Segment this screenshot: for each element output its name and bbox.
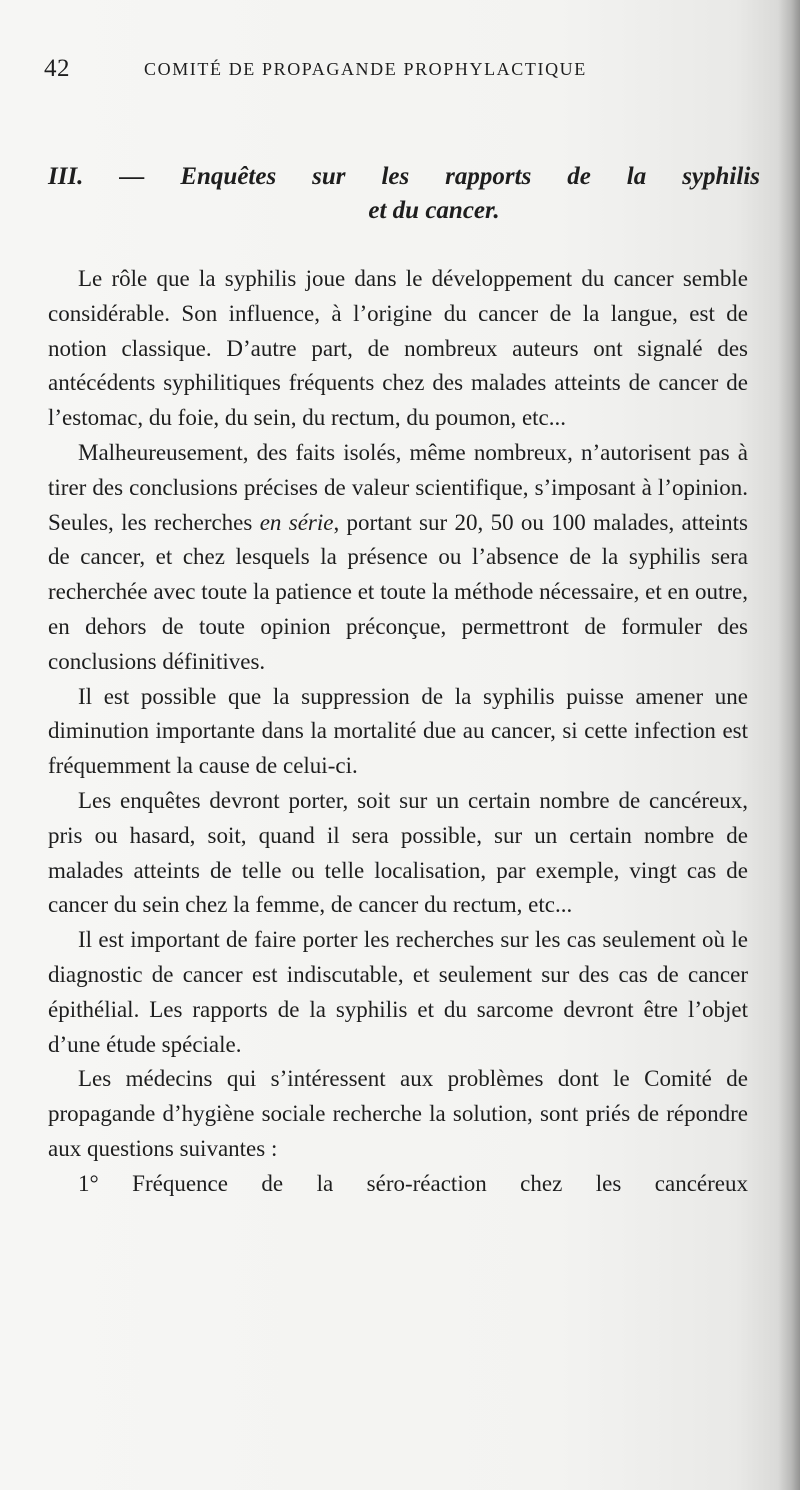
paragraph-diagnostic: Il est important de faire porter les recherches sur les cas seulement où le diagnostic de cancer est indiscutable, et seulement sur des cas de cancer épithélial. Les rapports de la syphilis et du sarcome devront être l’objet d’une étude spéciale. (48, 927, 748, 1057)
question-item-1: 1° Fréquence de la séro-réaction chez les cancéreux (78, 1170, 748, 1196)
section-title-line-1: III. — Enquêtes sur les rapports de la syphilis (48, 163, 760, 190)
section-title-line-2: et du cancer. (368, 197, 500, 224)
section-title (48, 160, 760, 228)
paragraph-questions-intro: Les médecins qui s’intéressent aux problèmes dont le Comité de propagande d’hygiène sociale recherche la solution, sont priés de répondre aux questions suivantes : (48, 1066, 748, 1161)
body-text (48, 262, 748, 1202)
emphasis-en-serie: en série (259, 509, 334, 535)
paragraph-serial-research-start: Malheureusement, des faits isolés, même nombreux, n’autorisent pas à tirer des conclusions précises de valeur scientifique, s’imposant à l’opinion. Seules, les recherches (48, 439, 748, 535)
page-header (44, 55, 744, 91)
paragraph-serial-research (48, 436, 748, 680)
paragraph-enquetes: Les enquêtes devront porter, soit sur un certain nombre de cancéreux, pris ou hasard, soit, quand il sera possible, sur un certain nombre de malades atteints de telle ou telle localisation, par exemple, vingt cas de cancer du sein chez la femme, de cancer du rectum, etc... (48, 787, 748, 918)
running-head: COMITÉ DE PROPAGANDE PROPHYLACTIQUE (144, 59, 587, 79)
page-edge-shadow (778, 0, 800, 1490)
paragraph-syphilis-role: Le rôle que la syphilis joue dans le développement du cancer semble considérable. Son influence, à l’origine du cancer de la langue, est de notion classique. D’autre part, de nombreux auteurs ont signalé des antécédents syphilitiques fréquents chez des malades atteints de cancer de l’estomac, du foie, du sein, du rectum, du poumon, etc... (48, 266, 748, 431)
paragraph-mortality: Il est possible que la suppression de la syphilis puisse amener une diminution importante dans la mortalité due au cancer, si cette infection est fréquemment la cause de celui-ci. (48, 683, 748, 779)
page-number: 42 (44, 55, 70, 82)
paragraph-serial-research-end: , portant sur 20, 50 ou 100 malades, atteints de cancer, et chez lesquels la présence ou l’absence de la syphilis sera recherchée avec toute la patience et toute la méthode nécessaire, et en outre, en dehors de toute opinion préconçue, permettront de formuler des conclusions définitives. (48, 509, 748, 674)
